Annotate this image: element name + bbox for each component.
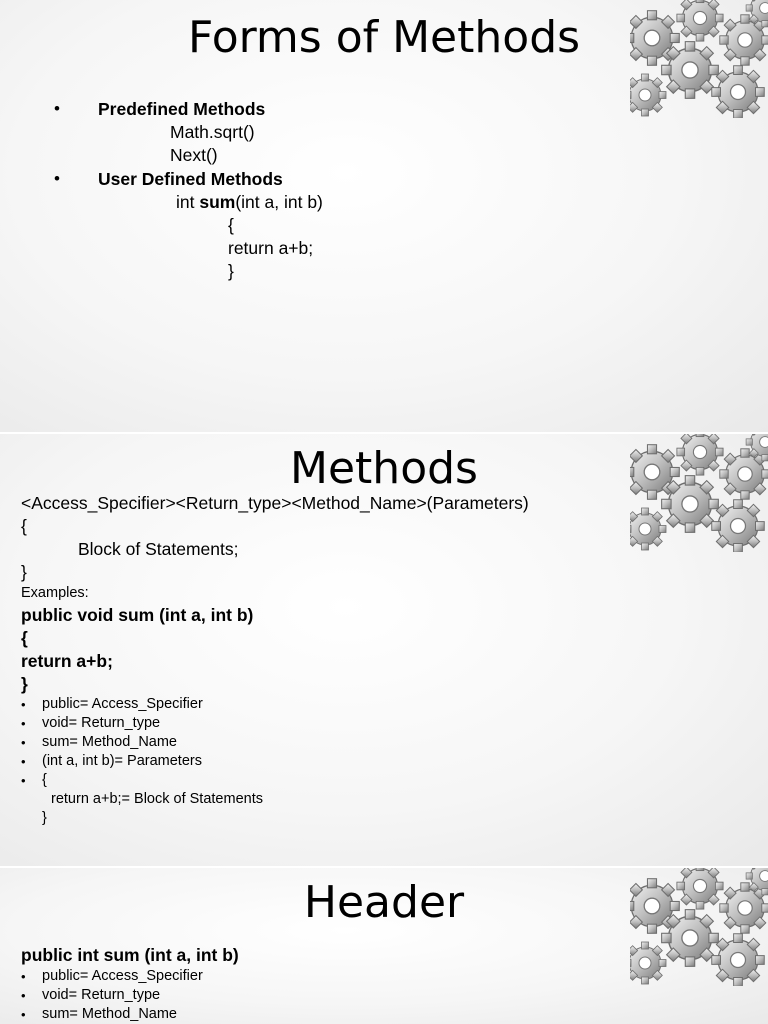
example-line: public void sum (int a, int b) xyxy=(21,605,254,625)
example-line: { xyxy=(21,628,28,648)
list-item: sum= Method_Name xyxy=(42,1006,177,1022)
list-item: { xyxy=(42,772,47,788)
slide-methods xyxy=(0,434,768,866)
bullet-icon: • xyxy=(21,735,26,750)
bullet-predefined-methods: Predefined Methods xyxy=(98,99,266,119)
example-line: } xyxy=(21,674,28,694)
bullet-icon: • xyxy=(54,169,60,188)
list-item: public= Access_Specifier xyxy=(42,696,203,712)
bullet-user-defined-methods: User Defined Methods xyxy=(98,169,283,189)
syntax-brace-close: } xyxy=(21,562,27,582)
bullet-icon: • xyxy=(21,716,26,731)
predefined-item: Math.sqrt() xyxy=(170,122,255,142)
syntax-brace-open: { xyxy=(21,516,27,536)
slide-header xyxy=(0,868,768,1024)
bullet-icon: • xyxy=(21,1007,26,1022)
method-syntax: <Access_Specifier><Return_type><Method_Name>(Parameters) xyxy=(21,493,529,513)
slide-title: Forms of Methods xyxy=(187,12,581,63)
list-item-continuation: } xyxy=(42,810,47,826)
code-brace-open: { xyxy=(228,215,234,235)
bullet-icon: • xyxy=(21,697,26,712)
example-line: return a+b; xyxy=(21,651,113,671)
bullet-icon: • xyxy=(21,988,26,1003)
header-line: public int sum (int a, int b) xyxy=(21,945,239,965)
code-brace-close: } xyxy=(228,261,234,281)
list-item: void= Return_type xyxy=(42,987,161,1003)
code-return-type: int xyxy=(176,192,200,212)
slide-title: Header xyxy=(303,877,465,928)
list-item: public= Access_Specifier xyxy=(42,968,203,984)
list-item: (int a, int b)= Parameters xyxy=(42,753,202,769)
list-item-continuation: return a+b;= Block of Statements xyxy=(51,791,263,807)
predefined-item: Next() xyxy=(170,145,218,165)
bullet-icon: • xyxy=(21,969,26,984)
code-method-name: sum xyxy=(199,192,236,212)
examples-label: Examples: xyxy=(21,585,89,601)
bullet-icon: • xyxy=(54,99,60,118)
code-signature xyxy=(176,191,323,213)
code-body: return a+b; xyxy=(228,238,314,258)
slide-title: Methods xyxy=(290,443,478,494)
code-params: (int a, int b) xyxy=(235,192,323,212)
list-item: sum= Method_Name xyxy=(42,734,177,750)
syntax-block: Block of Statements; xyxy=(78,539,239,559)
slide-forms-of-methods xyxy=(0,0,768,432)
bullet-icon: • xyxy=(21,754,26,769)
bullet-icon: • xyxy=(21,773,26,788)
list-item: void= Return_type xyxy=(42,715,161,731)
